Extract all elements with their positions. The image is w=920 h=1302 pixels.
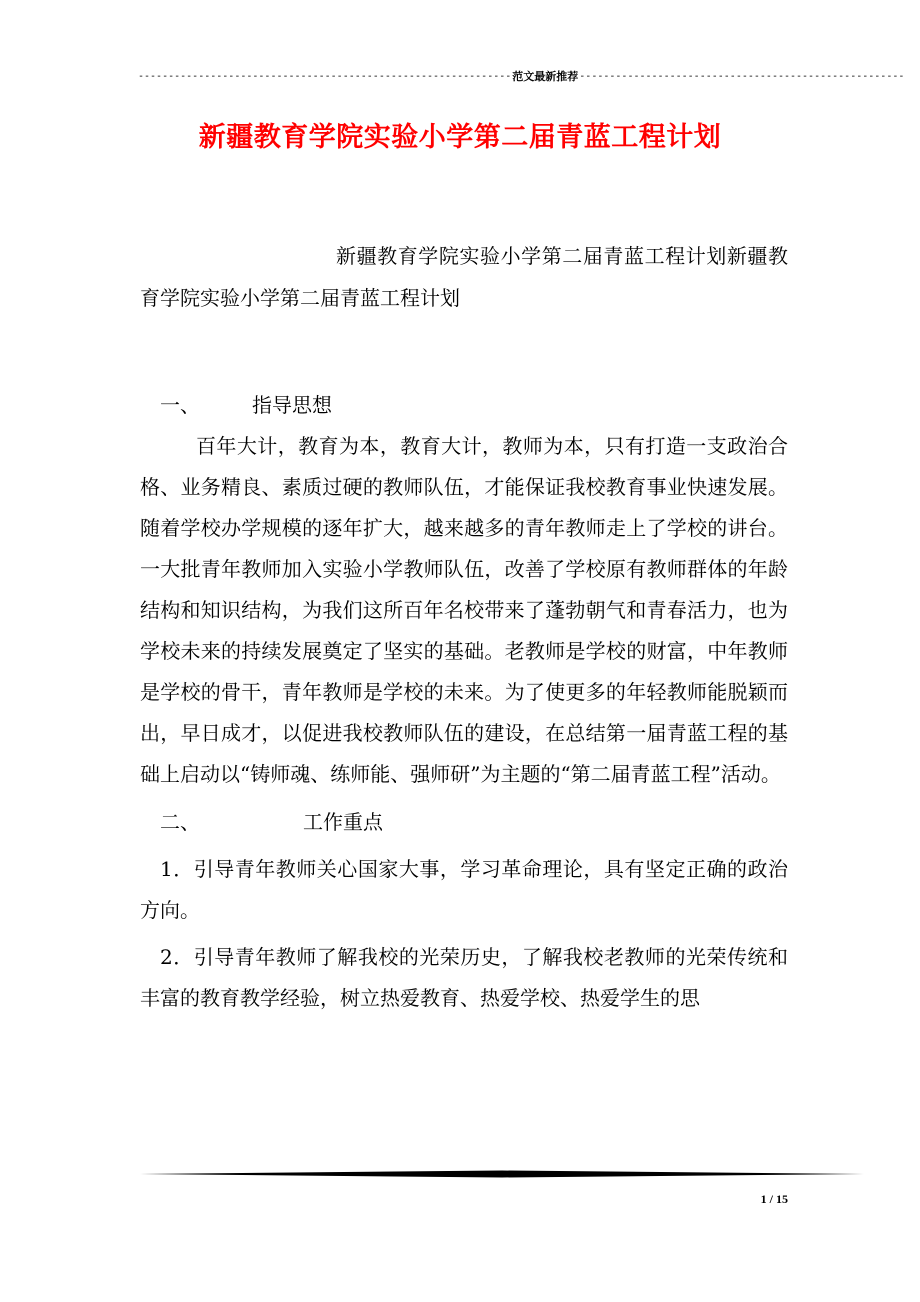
section-heading-2: [140, 801, 788, 843]
header-dashes-left: --------------------------------------------------------------: [138, 71, 512, 82]
section-number: 二、: [160, 809, 200, 834]
list-item: 2．引导青年教师了解我校的光荣历史，了解我校老教师的光荣传统和丰富的教育教学经验，树立热爱教育、热爱学校、热爱学生的思: [140, 945, 788, 1010]
header-dashes-right: ------------------------------------------------------: [579, 71, 905, 82]
footer-divider: [140, 1170, 864, 1178]
spacer: [140, 319, 788, 384]
section-title: 指导思想: [252, 392, 332, 417]
section-title: 工作重点: [303, 809, 383, 834]
page-number: 1 / 15: [760, 1192, 788, 1206]
section-1-paragraph: 百年大计，教育为本，教育大计，教师为本，只有打造一支政治合格、业务精良、素质过硬的教师队伍，才能保证我校教育事业快速发展。随着学校办学规模的逐年扩大，越来越多的青年教师走上了学校的讲台。一大批青年教师加入实验小学教师队伍，改善了学校原有教师群体的年龄结构和知识结构，为我们这所百年名校带来了蓬勃朝气和青春活力，也为学校未来的持续发展奠定了坚实的基础。老教师是学校的财富，中年教师是学校的骨干，青年教师是学校的未来。为了使更多的年轻教师能脱颖而出，早日成才，以促进我校教师队伍的建设，在总结第一届青蓝工程的基础上启动以“铸师魂、练师能、强师研”为主题的“第二届青蓝工程”活动。: [140, 434, 788, 786]
section-heading-1: [140, 384, 788, 426]
section-number: 一、: [160, 392, 200, 417]
list-item: 1．引导青年教师关心国家大事，学习革命理论，具有坚定正确的政治方向。: [140, 857, 788, 922]
document-title: 新疆教育学院实验小学第二届青蓝工程计划: [198, 122, 722, 153]
document-body: [140, 235, 788, 1019]
intro-paragraph: 新疆教育学院实验小学第二届青蓝工程计划新疆教育学院实验小学第二届青蓝工程计划: [140, 244, 788, 310]
page-header: [138, 68, 905, 86]
header-label: 范文最新推荐: [512, 70, 579, 83]
